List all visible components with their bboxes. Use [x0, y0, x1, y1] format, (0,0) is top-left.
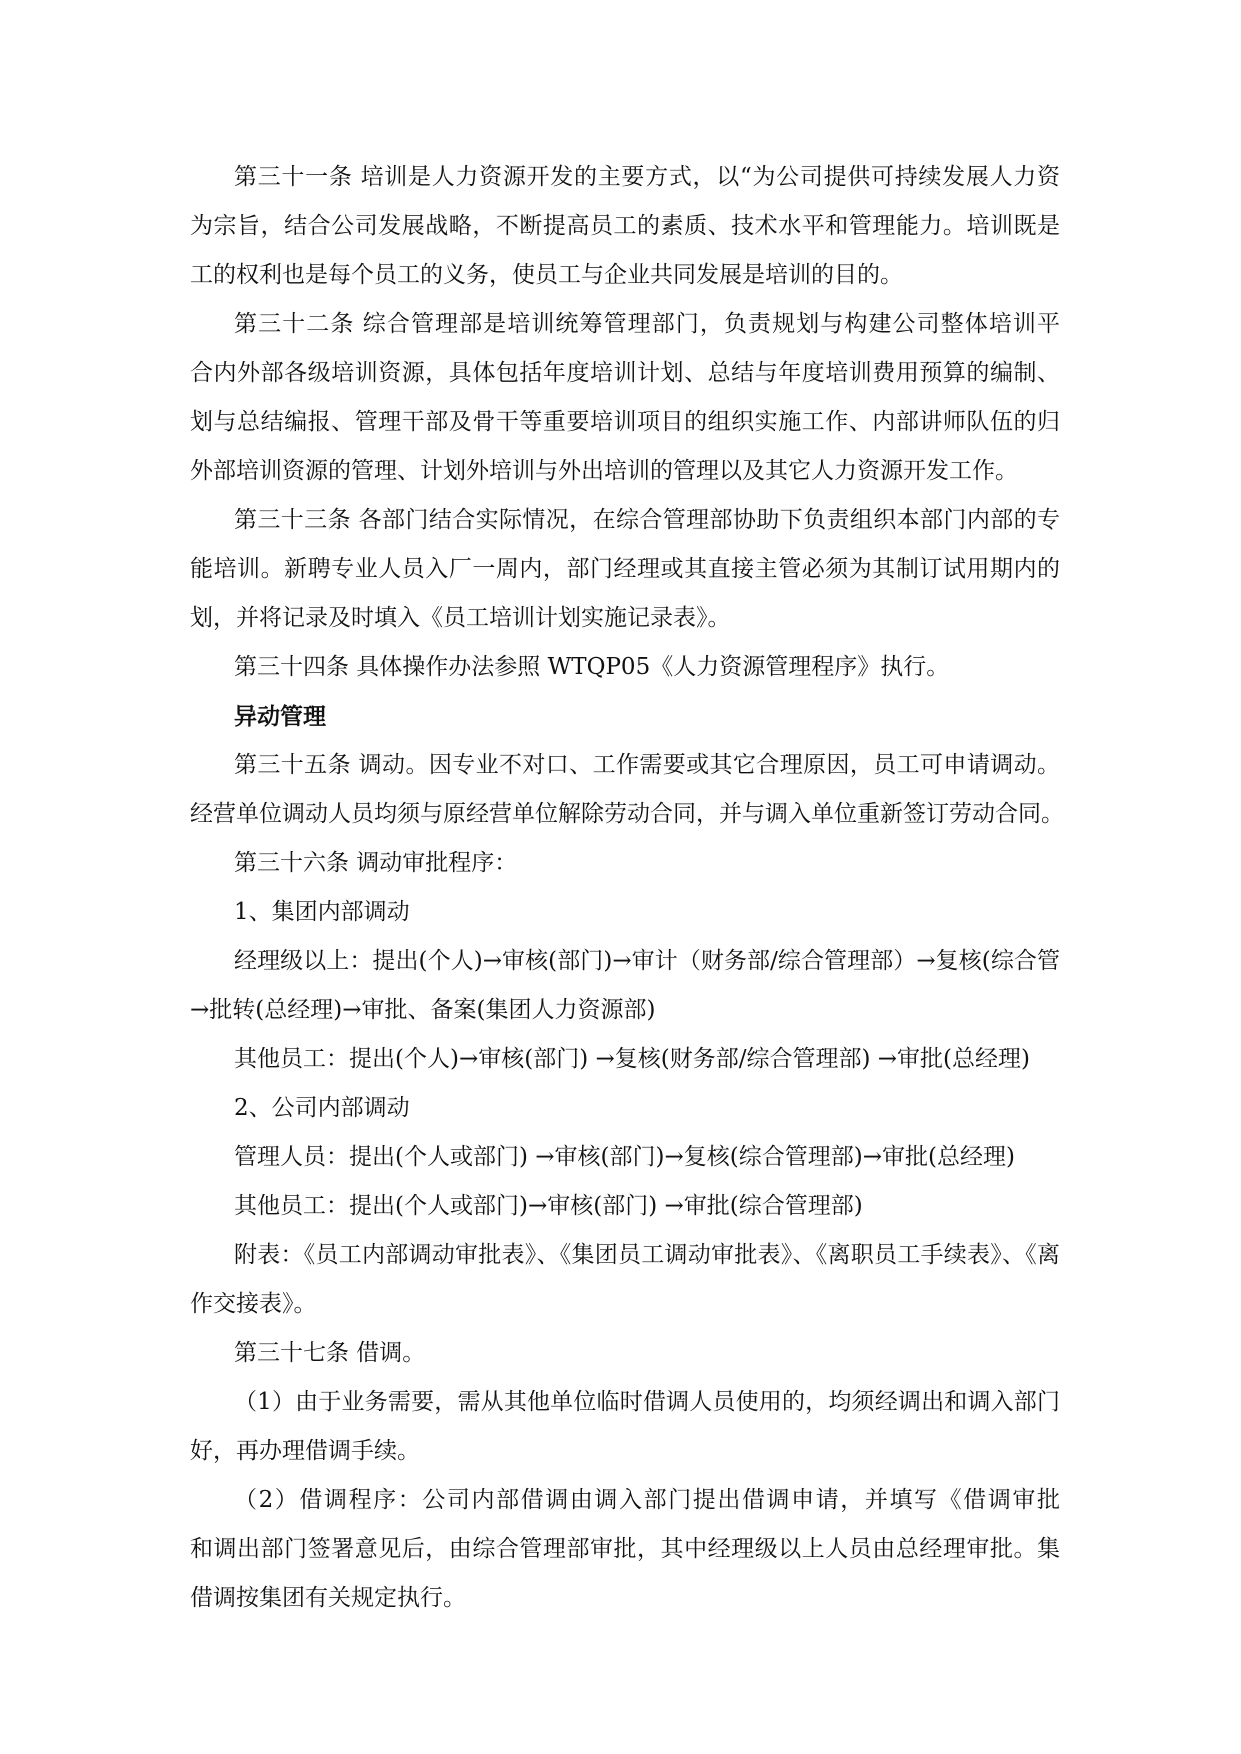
- text-line: 异动管理: [234, 703, 326, 730]
- paragraph: [190, 839, 1060, 888]
- text-line: 附表：《员工内部调动审批表》、《集团员工调动审批表》、《离职员工手续表》、《离: [234, 1242, 1060, 1268]
- text-line: 划与总结编报、管理干部及骨干等重要培训项目的组织实施工作、内部讲师队伍的归: [190, 409, 1060, 435]
- paragraph: [190, 741, 1064, 839]
- text-line: 划，并将记录及时填入《员工培训计划实施记录表》。: [190, 605, 731, 631]
- text-line: 其他员工：提出(个人或部门)→审核(部门) →审批(综合管理部): [234, 1193, 863, 1219]
- paragraph: [190, 643, 1060, 692]
- text-line: 经理级以上：提出(个人)→审核(部门)→审计（财务部/综合管理部）→复核(综合管: [234, 948, 1060, 974]
- text-line: 工的权利也是每个员工的义务，使员工与企业共同发展是培训的目的。: [190, 262, 903, 288]
- text-line: 2、公司内部调动: [234, 1095, 410, 1121]
- text-line: 第三十五条 调动。因专业不对口、工作需要或其它合理原因，员工可申请调动。: [234, 752, 1060, 778]
- text-line: 第三十一条 培训是人力资源开发的主要方式，以“为公司提供可持续发展人力资: [234, 164, 1060, 190]
- text-line: 和调出部门签署意见后，由综合管理部审批，其中经理级以上人员由总经理审批。集: [190, 1536, 1060, 1562]
- text-line: 借调按集团有关规定执行。: [190, 1585, 466, 1611]
- text-line: 作交接表》。: [190, 1291, 317, 1317]
- paragraph: [190, 937, 1060, 1035]
- text-line: 第三十六条 调动审批程序：: [234, 850, 518, 876]
- paragraph: [190, 1035, 1060, 1084]
- text-line: 第三十七条 借调。: [234, 1340, 426, 1366]
- paragraph: [190, 888, 1060, 937]
- text-line: 合内外部各级培训资源，具体包括年度培训计划、总结与年度培训费用预算的编制、: [190, 360, 1060, 386]
- paragraph: [190, 1084, 1060, 1133]
- paragraph: [190, 1133, 1060, 1182]
- text-line: 管理人员：提出(个人或部门) →审核(部门)→复核(综合管理部)→审批(总经理): [234, 1144, 1015, 1170]
- text-line: 其他员工：提出(个人)→审核(部门) →复核(财务部/综合管理部) →审批(总经理): [234, 1046, 1030, 1072]
- text-line: （1）由于业务需要，需从其他单位临时借调人员使用的，均须经调出和调入部门: [234, 1389, 1060, 1415]
- text-line: 能培训。新聘专业人员入厂一周内，部门经理或其直接主管必须为其制订试用期内的: [190, 556, 1060, 582]
- text-line: 第三十四条 具体操作办法参照 WTQP05《人力资源管理程序》执行。: [234, 654, 950, 680]
- text-line: 为宗旨，结合公司发展战略，不断提高员工的素质、技术水平和管理能力。培训既是: [190, 213, 1060, 239]
- text-line: 第三十三条 各部门结合实际情况，在综合管理部协助下负责组织本部门内部的专: [234, 507, 1060, 533]
- paragraph: [190, 1182, 1060, 1231]
- text-line: 第三十二条 综合管理部是培训统筹管理部门，负责规划与构建公司整体培训平: [234, 311, 1060, 337]
- paragraph: [190, 496, 1060, 643]
- text-line: →批转(总经理)→审批、备案(集团人力资源部): [190, 997, 656, 1023]
- paragraph: [190, 1476, 1060, 1623]
- section-heading: [190, 692, 1060, 741]
- paragraph: [190, 1231, 1060, 1329]
- text-line: （2）借调程序：公司内部借调由调入部门提出借调申请，并填写《借调审批: [234, 1487, 1060, 1513]
- text-line: 经营单位调动人员均须与原经营单位解除劳动合同，并与调入单位重新签订劳动合同。: [190, 801, 1064, 827]
- text-line: 1、集团内部调动: [234, 899, 410, 925]
- text-line: 好，再办理借调手续。: [190, 1438, 420, 1464]
- text-line: 外部培训资源的管理、计划外培训与外出培训的管理以及其它人力资源开发工作。: [190, 458, 1018, 484]
- paragraph: [190, 153, 1060, 300]
- paragraph: [190, 300, 1060, 496]
- document-body: [190, 153, 1064, 1623]
- paragraph: [190, 1378, 1060, 1476]
- paragraph: [190, 1329, 1060, 1378]
